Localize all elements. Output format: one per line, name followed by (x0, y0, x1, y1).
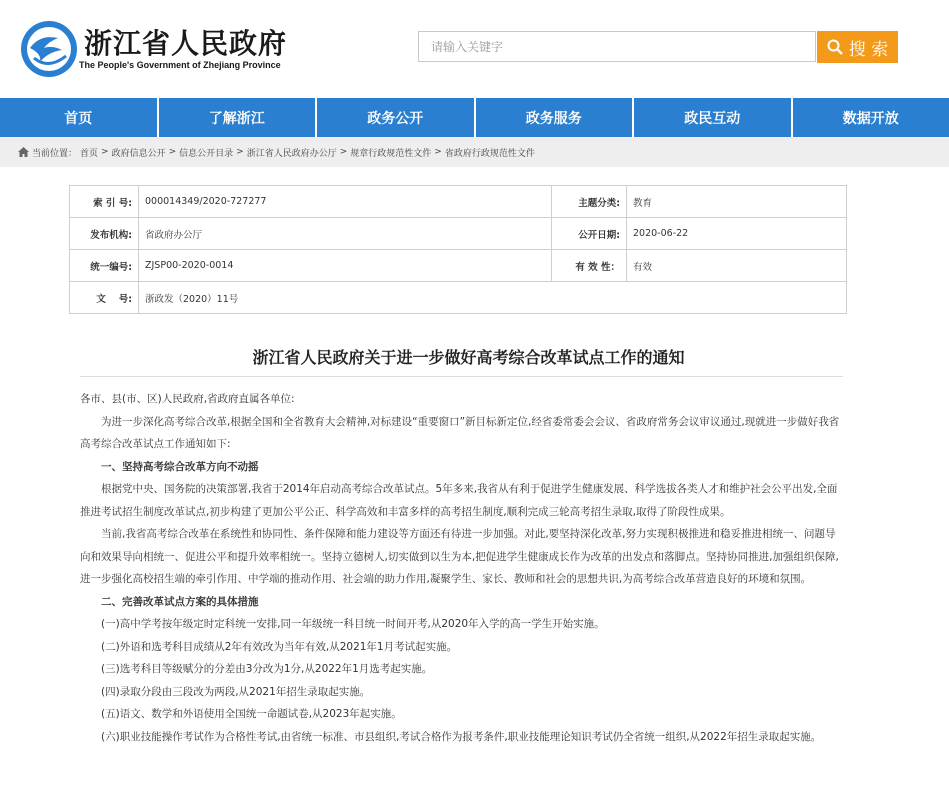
breadcrumb-gov-info[interactable]: 政府信息公开 (111, 148, 166, 159)
issuer-label: 发布机构: (70, 218, 139, 250)
breadcrumb-separator: > (339, 147, 348, 157)
document-title: 浙江省人民政府关于进一步做好高考综合改革试点工作的通知 (252, 348, 685, 367)
nav-home[interactable]: 首页 (0, 98, 159, 137)
table-row (70, 186, 847, 218)
nav-gov-affairs-open[interactable]: 政务公开 (317, 98, 476, 137)
list-item: (一)高中学考按年级定时定科统一安排,同一年级统一科目统一时间开考,从2020年入学的高一学生开始实施。 (101, 618, 605, 630)
docno-value: 浙政发（2020）11号 (139, 282, 847, 314)
paragraph: 当前,我省高考综合改革在系统性和协同性、条件保障和能力建设等方面还有待进一步加强。对此,要坚持深化改革,努力实现积极推进和稳妥推进相统一、问题导向和效果导向相统一、促进公平和提升效率相统一。坚持立德树人,切实做到以生为本,把促进学生健康成长作为改革的出发点和落脚点。坚持协同推进,加强组织保障,进一步强化高校招生端的牵引作用、中学端的推动作用、社会端的助力作用,凝聚学生、家长、教师和社会的思想共识,为高考综合改革营造良好的环境和氛围。 (80, 528, 839, 585)
validity-value: 有效 (627, 250, 847, 282)
breadcrumb-separator: > (101, 147, 109, 157)
nav-interaction[interactable]: 政民互动 (634, 98, 793, 137)
code-label: 统一编号: (70, 250, 139, 282)
table-row (70, 218, 847, 250)
list-item: (五)语文、数学和外语使用全国统一命题试卷,从2023年起实施。 (101, 708, 402, 720)
site-subtitle: The People's Government of Zhejiang Province (79, 60, 281, 70)
intro-paragraph: 为进一步深化高考综合改革,根据全国和全省教育大会精神,对标建设“重要窗口”新目标新定位,经省委常委会会议、省政府常务会议审议通过,现就进一步做好我省高考综合改革试点工作通知如下: (80, 415, 840, 450)
salutation: 各市、县(市、区)人民政府,省政府直属各单位: (80, 393, 295, 405)
paragraph: 根据党中央、国务院的决策部署,我省于2014年启动高考综合改革试点。5年多来,我省从有利于促进学生健康发展、科学选拔各类人才和维护社会公平出发,全面推进考试招生制度改革试点,初步构建了更加公平公正、科学高效和丰富多样的高考招生制度,顺利完成三轮高考招生录取,取得了阶段性成果。 (80, 483, 838, 518)
list-item: (四)录取分段由三段改为两段,从2021年招生录取起实施。 (101, 685, 371, 698)
breadcrumb-separator: > (236, 147, 244, 157)
breadcrumb-general-office[interactable]: 浙江省人民政府办公厅 (246, 148, 337, 159)
validity-label: 有 效 性： (552, 250, 627, 282)
section-heading: 二、完善改革试点方案的具体措施 (101, 595, 259, 608)
nav-gov-services[interactable]: 政务服务 (476, 98, 635, 137)
index-label: 索 引 号: (70, 186, 139, 218)
breadcrumb-separator: > (168, 147, 177, 157)
date-label: 公开日期: (552, 218, 627, 250)
topic-value: 教育 (627, 186, 847, 218)
breadcrumb-regulations[interactable]: 规章行政规范性文件 (350, 148, 432, 159)
home-icon (18, 147, 29, 157)
table-row (70, 250, 847, 282)
search-icon (827, 39, 843, 55)
zhejiang-logo[interactable] (18, 18, 80, 80)
document-meta-table (69, 185, 847, 314)
nav-open-data[interactable]: 数据开放 (842, 110, 899, 127)
nav-about-zhejiang[interactable]: 了解浙江 (159, 98, 318, 137)
index-value: 000014349/2020-727277 (139, 186, 552, 218)
document-body (80, 388, 843, 748)
list-item: (二)外语和选考科目成绩从2年有效改为当年有效,从2021年1月考试起实施。 (101, 640, 458, 653)
site-header (0, 0, 949, 98)
breadcrumb-separator: > (434, 147, 442, 157)
site-title[interactable]: 浙江省人民政府 (84, 27, 288, 60)
table-row (70, 282, 847, 314)
list-item: (六)职业技能操作考试作为合格性考试,由省统一标准、市县组织,考试合格作为报考条件,职业技能理论知识考试仍全省统一组织,从2022年招生录取起实施。 (101, 730, 822, 743)
search-button[interactable] (817, 31, 898, 63)
date-value: 2020-06-22 (627, 218, 847, 250)
topic-label: 主题分类: (552, 186, 627, 218)
breadcrumb-provincial-docs[interactable]: 省政府行政规范性文件 (444, 148, 535, 159)
main-nav (0, 98, 949, 137)
issuer-value: 省政府办公厅 (139, 218, 552, 250)
breadcrumb-info-catalog[interactable]: 信息公开目录 (179, 148, 234, 159)
list-item: (三)选考科目等级赋分的分差由3分改为1分,从2022年1月选考起实施。 (101, 663, 433, 675)
breadcrumb-prefix: 当前位置： (32, 148, 78, 159)
search-input[interactable] (418, 31, 816, 62)
search-button-label: 搜 索 (848, 39, 889, 60)
breadcrumb-home[interactable]: 首页 (80, 148, 99, 159)
code-value: ZJSP00-2020-0014 (139, 250, 552, 282)
docno-label: 文 号: (70, 282, 139, 314)
title-divider (80, 376, 843, 377)
breadcrumb (0, 137, 949, 167)
section-heading: 一、坚持高考综合改革方向不动摇 (101, 460, 259, 473)
